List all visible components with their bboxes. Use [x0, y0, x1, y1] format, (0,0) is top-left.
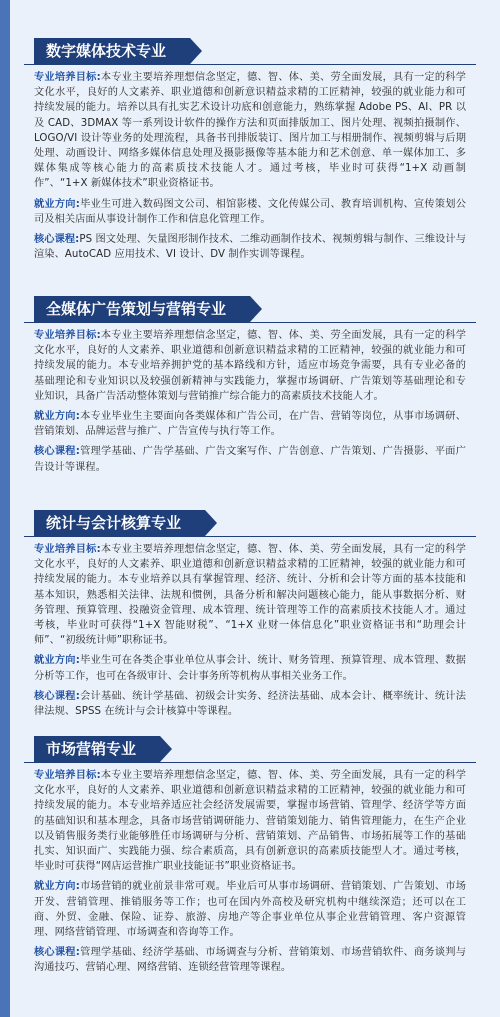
- paragraph-courses: [34, 945, 466, 975]
- paragraph-career: [34, 653, 466, 683]
- paragraph-courses: [34, 232, 466, 262]
- paragraph-label: 核心课程:: [34, 690, 80, 702]
- section-title: 市场营销专业: [34, 736, 160, 762]
- paragraph-label: 专业培养目标:: [34, 770, 101, 781]
- paragraph-text: 本专业主要培养理想信念坚定，德、智、体、美、劳全面发展，具有一定的科学文化水平，良好的人文素养、职业道德和创新意识精益求精的工匠精神，较强的就业能力和可持续发展的能力。本专业培养拥护党的基本路线和方针，适应市场竞争需要，具有专业必备的基础理论和专业知识以及较强创新精神与实践能力，掌握市场调研、广告策划等基础理论和专业知识，具备广告活动整体策划与营销推广综合能力的高素质技术技能人才。: [34, 330, 466, 402]
- section-divider: [24, 64, 476, 65]
- paragraph-label: 就业方向:: [34, 881, 80, 893]
- paragraph-courses: [34, 444, 466, 474]
- paragraph-label: 专业培养目标:: [34, 330, 101, 341]
- paragraph-text: 市场营销的就业前景非常可观。毕业后可从事市场调研、营销策划、广告策划、市场开发、营销管理、推销服务等工作；也可在国内外高校及研究机构中继续深造；还可以在工商、外贸、金融、保险、证券、旅游、房地产等企事业单位从事企业营销管理、客户资源管理、网络营销管理、市场调查和咨询等工作。: [34, 881, 466, 939]
- paragraph-goal: [34, 768, 466, 874]
- section-divider: [24, 536, 476, 537]
- paragraph-label: 就业方向:: [34, 655, 80, 667]
- paragraph-text: PS 图文处理、矢量图形制作技术、二维动画制作技术、视频剪辑与制作、三维设计与渲染、AutoCAD 应用技术、VI 设计、DV 制作实训等课程。: [34, 234, 466, 261]
- paragraph-text: 本专业主要培养理想信念坚定，德、智、体、美、劳全面发展，具有一定的科学文化水平，良好的人文素养、职业道德和创新意识精益求精的工匠精神，较强的就业能力和可持续发展的能力。本专业培养以具有掌握管理、经济、统计、分析和会计等方面的基本技能和基本知识，熟悉相关法律、法规和惯例，具备分析和解决问题核心能力，能从事数据分析、财务管理、预算管理、投融资金管理、成本管理、统计管理等工作的高素质技术技能人才。通过考核，毕业时可获得“1+X 智能财税”、“1+X 业财一体信息化”职业资格证书和“助理会计师”、“初级统计师”职称证书。: [34, 544, 466, 647]
- paragraph-career: [34, 197, 466, 227]
- section-divider: [24, 762, 476, 763]
- section-marketing: [24, 736, 476, 976]
- section-statistics-accounting: [24, 510, 476, 719]
- section-advertising: [24, 296, 476, 475]
- paragraph-courses: [34, 689, 466, 719]
- paragraph-text: 毕业生可进入数码图文公司、相馆影楼、文化传媒公司、教育培训机构、宣传策划公司及相关店面从事设计制作工作和信息化管理工作。: [34, 198, 466, 225]
- section-title: 全媒体广告策划与营销专业: [34, 296, 250, 322]
- paragraph-label: 核心课程:: [34, 947, 80, 959]
- paragraph-label: 核心课程:: [34, 234, 80, 246]
- paragraph-label: 就业方向:: [34, 411, 80, 423]
- paragraph-label: 就业方向:: [34, 198, 80, 210]
- paragraph-label: 专业培养目标:: [34, 72, 101, 83]
- paragraph-text: 本专业主要培养理想信念坚定，德、智、体、美、劳全面发展，具有一定的科学文化水平，良好的人文素养、职业道德和创新意识精益求精的工匠精神，较强的就业能力和可持续发展的能力。培养以具有扎实艺术设计功底和创意能力，熟练掌握 Adobe PS、AI、PR 以及 CAD、3DMAX 等一系列设计软件的操作方法和页面排版加工、图片处理、视频拍摄制作、LOGO/VI 设计等业务的处理流程，具备书刊排版装订、图片加工与相册制作、视频剪辑与后期处理、动画设计、网络多媒体信息处理及摄影摄像等基本能力和艺术创意、单一媒体加工、多媒体集成等核心能力的高素质技术技能人才。通过考核，毕业时可获得“1+X 动画制作”、“1+X 新媒体技术”职业资格证书。: [34, 72, 466, 190]
- paragraph-career: [34, 409, 466, 439]
- left-decorative-strip: [0, 0, 10, 1017]
- paragraph-career: [34, 879, 466, 940]
- paragraph-goal: [34, 328, 466, 404]
- paragraph-label: 核心课程:: [34, 446, 80, 458]
- paragraph-text: 本专业主要培养理想信念坚定，德、智、体、美、劳全面发展，具有一定的科学文化水平，良好的人文素养、职业道德和创新意识精益求精的工匠精神，较强的就业能力和可持续发展的能力。本专业培养适应社会经济发展需要，掌握市场营销、管理学、经济学等方面的基础知识和基本理念，具备市场营销调研能力、营销策划能力、销售管理能力，在生产企业以及销售服务类行业能够胜任市场调研与分析、营销策划、产品销售、市场拓展等工作的基础扎实、知识面广、实践能力强、综合素质高，具有创新意识的高素质技能型人才。通过考核，毕业时可获得“网店运营推广职业技能证书”职业资格证书。: [34, 770, 466, 873]
- paragraph-text: 毕业生可在各类企事业单位从事会计、统计、财务管理、预算管理、成本管理、数据分析等工作，也可在各级审计、会计事务所等机构从事相关业务工作。: [34, 655, 466, 682]
- section-title: 数字媒体技术专业: [34, 38, 190, 64]
- section-title: 统计与会计核算专业: [34, 510, 205, 536]
- paragraph-label: 专业培养目标:: [34, 544, 101, 555]
- paragraph-text: 会计基础、统计学基础、初级会计实务、经济法基础、成本会计、概率统计、统计法律法规、SPSS 在统计与会计核算中等课程。: [34, 690, 466, 718]
- paragraph-goal: [34, 542, 466, 648]
- paragraph-text: 本专业毕业生主要面向各类媒体和广告公司，在广告、营销等岗位，从事市场调研、营销策划、品牌运营与推广、广告宣传与执行等工作。: [34, 411, 466, 438]
- section-digital-media: [24, 38, 476, 262]
- section-divider: [24, 322, 476, 323]
- paragraph-text: 管理学基础、广告学基础、广告文案写作、广告创意、广告策划、广告摄影、平面广告设计等课程。: [34, 446, 466, 473]
- paragraph-goal: [34, 70, 466, 192]
- paragraph-text: 管理学基础、经济学基础、市场调查与分析、营销策划、市场营销软件、商务谈判与沟通技巧、营销心理、网络营销、连锁经营管理等课程。: [34, 947, 466, 974]
